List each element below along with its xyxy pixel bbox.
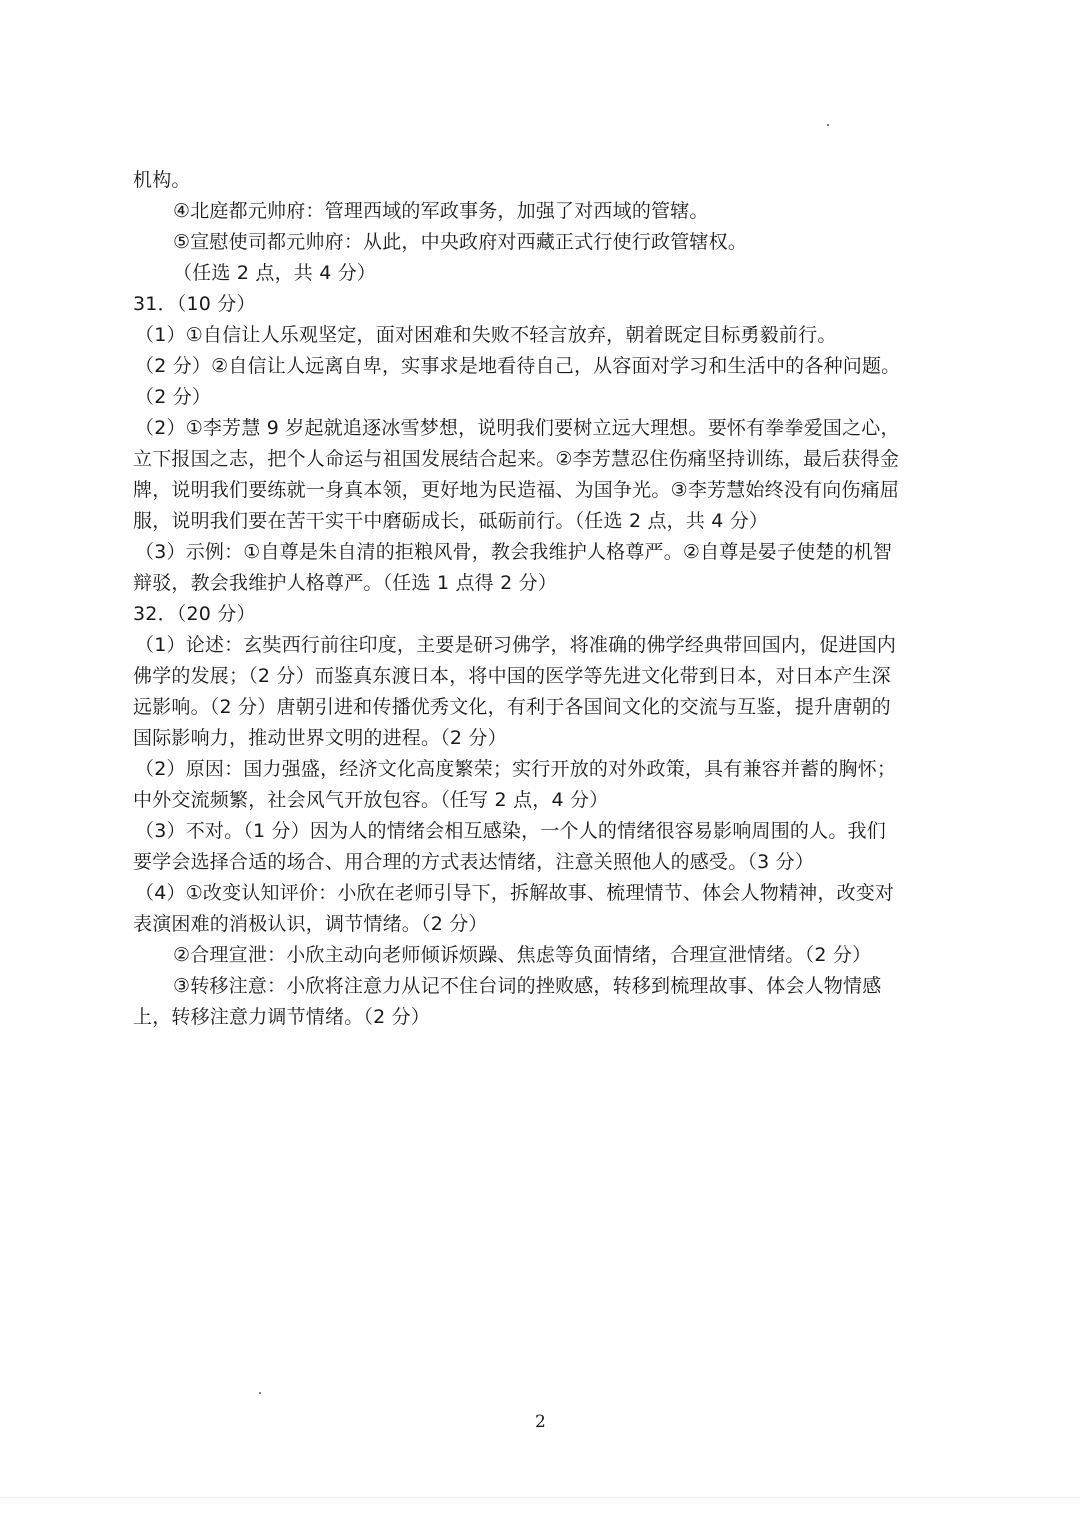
- text-line: （2 分）: [135, 386, 212, 408]
- text-line: 国际影响力，推动世界文明的进程。（2 分）: [133, 727, 507, 749]
- text-line: （3）示例：①自尊是朱自清的拒粮风骨，教会我维护人格尊严。②自尊是晏子使楚的机智: [135, 541, 893, 563]
- text-line: （2 分）②自信让人远离自卑，实事求是地看待自己，从容面对学习和生活中的各种问题。: [135, 355, 901, 377]
- text-line: （4）①改变认知评价：小欣在老师引导下，拆解故事、梳理情节、体会人物精神，改变对: [135, 882, 895, 904]
- text-line: 要学会选择合适的场合、用合理的方式表达情绪，注意关照他人的感受。（3 分）: [133, 851, 815, 873]
- page-bottom-edge: [0, 1497, 1080, 1498]
- text-line: （3）不对。（1 分）因为人的情绪会相互感染，一个人的情绪很容易影响周围的人。我们: [135, 820, 886, 842]
- text-line: 立下报国之志，把个人命运与祖国发展结合起来。②李芳慧忍住伤痛坚持训练，最后获得金: [133, 448, 900, 470]
- question-heading-32: 32．（20 分）: [133, 603, 256, 625]
- text-line: 佛学的发展；（2 分）而鉴真东渡日本，将中国的医学等先进文化带到日本，对日本产生深: [133, 665, 891, 687]
- text-line: ④北庭都元帅府：管理西域的军政事务，加强了对西域的管辖。: [173, 200, 709, 222]
- text-line: 表演困难的消极认识，调节情绪。（2 分）: [133, 913, 488, 935]
- text-line: ②合理宣泄：小欣主动向老师倾诉烦躁、焦虑等负面情绪，合理宣泄情绪。（2 分）: [173, 944, 872, 966]
- text-line: ③转移注意：小欣将注意力从记不住台词的挫败感，转移到梳理故事、体会人物情感: [173, 975, 882, 997]
- text-line: 机构。: [133, 169, 191, 191]
- text-line: 服，说明我们要在苦干实干中磨砺成长，砥砺前行。（任选 2 点，共 4 分）: [133, 510, 769, 532]
- text-line: 牌，说明我们要练就一身真本领，更好地为民造福、为国争光。③李芳慧始终没有向伤痛屈: [133, 479, 900, 501]
- text-line: （1）论述：玄奘西行前往印度，主要是研习佛学，将准确的佛学经典带回国内，促进国内: [135, 634, 897, 656]
- scan-speck: [259, 1392, 261, 1394]
- scan-speck: [827, 124, 829, 126]
- text-line: ⑤宣慰使司都元帅府：从此，中央政府对西藏正式行使行政管辖权。: [173, 231, 748, 253]
- text-line: （1）①自信让人乐观坚定，面对困难和失败不轻言放弃，朝着既定目标勇毅前行。: [135, 324, 837, 346]
- answer-text-block: [133, 165, 973, 1033]
- text-line: 中外交流频繁，社会风气开放包容。（任写 2 点，4 分）: [133, 789, 609, 811]
- text-line: 上，转移注意力调节情绪。（2 分）: [133, 1006, 431, 1028]
- text-line: （任选 2 点，共 4 分）: [173, 262, 377, 284]
- text-line: 远影响。（2 分）唐朝引进和传播优秀文化，有利于各国间文化的交流与互鉴，提升唐朝的: [133, 696, 891, 718]
- text-line: 辩驳，教会我维护人格尊严。（任选 1 点得 2 分）: [133, 572, 558, 594]
- page-number: 2: [535, 1412, 546, 1432]
- text-line: （2）原因：国力强盛，经济文化高度繁荣；实行开放的对外政策，具有兼容并蓄的胸怀；: [135, 758, 897, 780]
- question-heading-31: 31．（10 分）: [133, 293, 256, 315]
- text-line: （2）①李芳慧 9 岁起就追逐冰雪梦想，说明我们要树立远大理想。要怀有拳拳爱国之心，: [135, 417, 900, 439]
